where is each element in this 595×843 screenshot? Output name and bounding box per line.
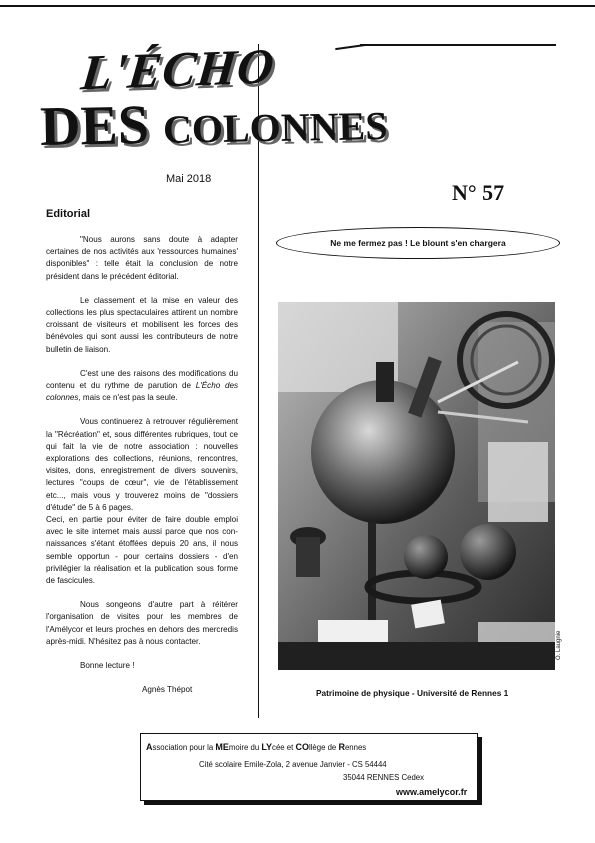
issue-date: Mai 2018 bbox=[166, 173, 212, 185]
masthead-title-line2: DES COLONNES bbox=[39, 93, 388, 159]
editorial-paragraph: "Nous aurons sans doute à adapter certaines de nos activités aux 'ressources humaines' disponibles" : telle était la conclusion de notre président dans le précédent éditorial. bbox=[46, 235, 238, 281]
editorial-paragraph: Vous continuerez à retrouver régulièrement la "Récréation" et, sous différentes rubriques, tout ce qui fait la vie de notre association : nouvelles explorations des collections, réunions, rencontres, visites, dons, enregistrement de divers souvenirs, lectures "coups de cœur", vie de l'établissement etc..., mais vous y trouverez moins de "dossiers d'étude" de 5 à 6 pages. bbox=[46, 417, 238, 512]
issue-number: N° 57 bbox=[452, 180, 505, 205]
cover-photo bbox=[278, 302, 555, 670]
editorial-paragraph: Nous songeons d'autre part à réitérer l'organisation de visites pour les membres de l'Amélycor et leurs proches en dehors des mercredis après-midi. N'hésitez pas à nous contacter. bbox=[46, 600, 238, 646]
editorial-paragraph: Le classement et la mise en valeur des collections les plus spectaculaires attirent un nombre croissant de visiteurs et mobilisent les forces des bénévoles qui sont aussi les contributeurs de notre bulletin de liaison. bbox=[46, 295, 238, 354]
top-rule bbox=[0, 5, 595, 7]
address-line1: Cité scolaire Emile-Zola, 2 avenue Janvier - CS 54444 bbox=[199, 760, 387, 769]
masthead-rule-diagonal bbox=[335, 44, 365, 50]
masthead-title-line1: L'ÉCHO bbox=[78, 37, 278, 101]
banner-oval: Ne me fermez pas ! Le blount s'en chargera bbox=[276, 227, 560, 259]
physics-instruments-image bbox=[278, 302, 555, 670]
masthead-rule bbox=[360, 44, 556, 46]
photo-caption: Patrimoine de physique - Université de Rennes 1 bbox=[316, 688, 509, 698]
association-name: Association pour la MEmoire du LYcée et COllège de Rennes bbox=[146, 742, 367, 752]
editorial-body bbox=[46, 234, 238, 709]
address-line2: 35044 RENNES Cedex bbox=[343, 773, 425, 782]
footer-box bbox=[140, 733, 478, 801]
editorial-closing: Bonne lecture ! bbox=[80, 661, 135, 671]
website-link[interactable]: www.amelycor.fr bbox=[396, 787, 468, 797]
editorial-paragraph: C'est une des raisons des modifications du contenu et du rythme de parution de L'Écho des colonnes, mais ce n'est pas la seule. bbox=[46, 368, 238, 403]
editorial-heading: Editorial bbox=[46, 208, 91, 220]
editorial-signature: Agnès Thépot bbox=[142, 685, 193, 695]
photo-credit: O. Laugnie bbox=[556, 630, 562, 660]
editorial-paragraph: Ceci, en partie pour éviter de faire double emploi avec le site internet mais aussi parce que nos connaissances s'étant étoffées depuis 20 ans, il nous semble opportun - pour certains dossiers - d'en privilégier la réalisation et la publication sous forme de fascicules. bbox=[46, 515, 238, 586]
